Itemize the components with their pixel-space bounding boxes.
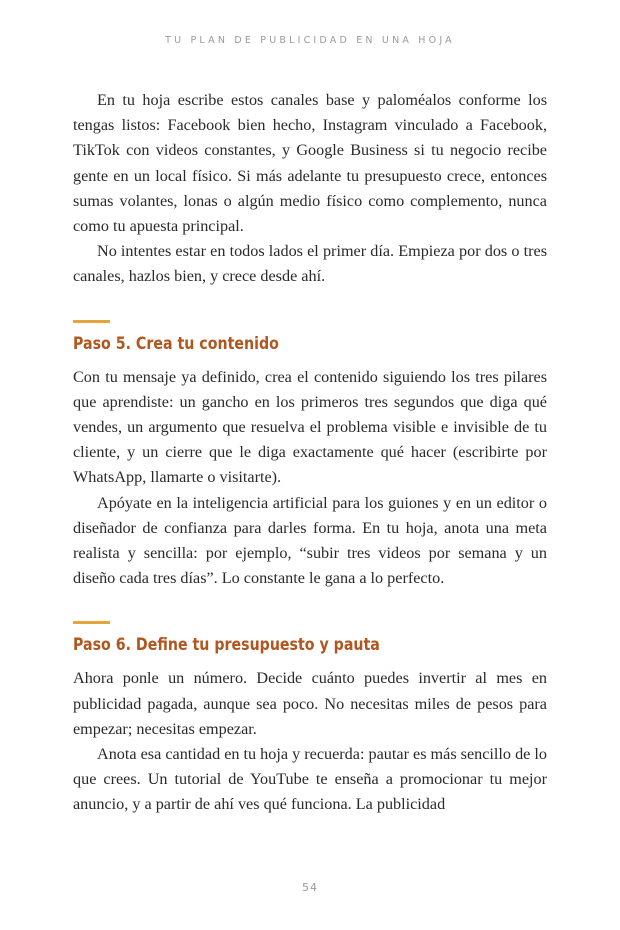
section-accent-rule: [73, 621, 110, 624]
body-paragraph: No intentes estar en todos lados el primer día. Empieza por dos o tres canales, hazlos bien, y crece desde ahí.: [73, 242, 547, 286]
body-paragraph: Ahora ponle un número. Decide cuánto puedes invertir al mes en publicidad pagada, aunque sea poco. No necesitas miles de pesos para empezar; necesitas empezar.: [73, 669, 547, 738]
running-header: TU PLAN DE PUBLICIDAD EN UNA HOJA: [165, 35, 455, 46]
page-number: 54: [302, 881, 318, 894]
section-accent-rule: [73, 320, 110, 323]
body-paragraph: Con tu mensaje ya definido, crea el contenido siguiendo los tres pilares que aprendiste: un gancho en los primeros tres segundos que diga qué vendes, un argumento que resuelva el problema visible e invisible de tu cliente, y un cierre que le diga exactamente qué hacer (escribirte por WhatsApp, llamarte o visitarte).: [73, 367, 547, 487]
section-step-5: [73, 320, 547, 592]
body-paragraph: Anota esa cantidad en tu hoja y recuerda: pautar es más sencillo de lo que crees. Un tutorial de YouTube te enseña a promocionar tu mejor anuncio, y a partir de ahí ves qué funciona. La publicidad: [73, 745, 547, 814]
section-heading: Paso 5. Crea tu contenido: [73, 333, 279, 353]
page-body: [73, 88, 547, 818]
body-paragraph: Apóyate en la inteligencia artificial para los guiones y en un editor o diseñador de confianza para darles forma. En tu hoja, anota una meta realista y sencilla: por ejemplo, “subir tres videos por semana y un diseño cada tres días”. Lo constante le gana a lo perfecto.: [73, 493, 547, 588]
body-paragraph: En tu hoja escribe estos canales base y paloméalos conforme los tengas listos: Facebook bien hecho, Instagram vinculado a Facebook, TikTok con videos constantes, y Google Business si tu negocio recibe gente en un local físico. Si más adelante tu presupuesto crece, entonces sumas volantes, lonas o algún medio físico como complemento, nunca como tu apuesta principal.: [73, 91, 547, 236]
section-heading: Paso 6. Define tu presupuesto y pauta: [73, 635, 380, 655]
section-step-6: [73, 621, 547, 817]
